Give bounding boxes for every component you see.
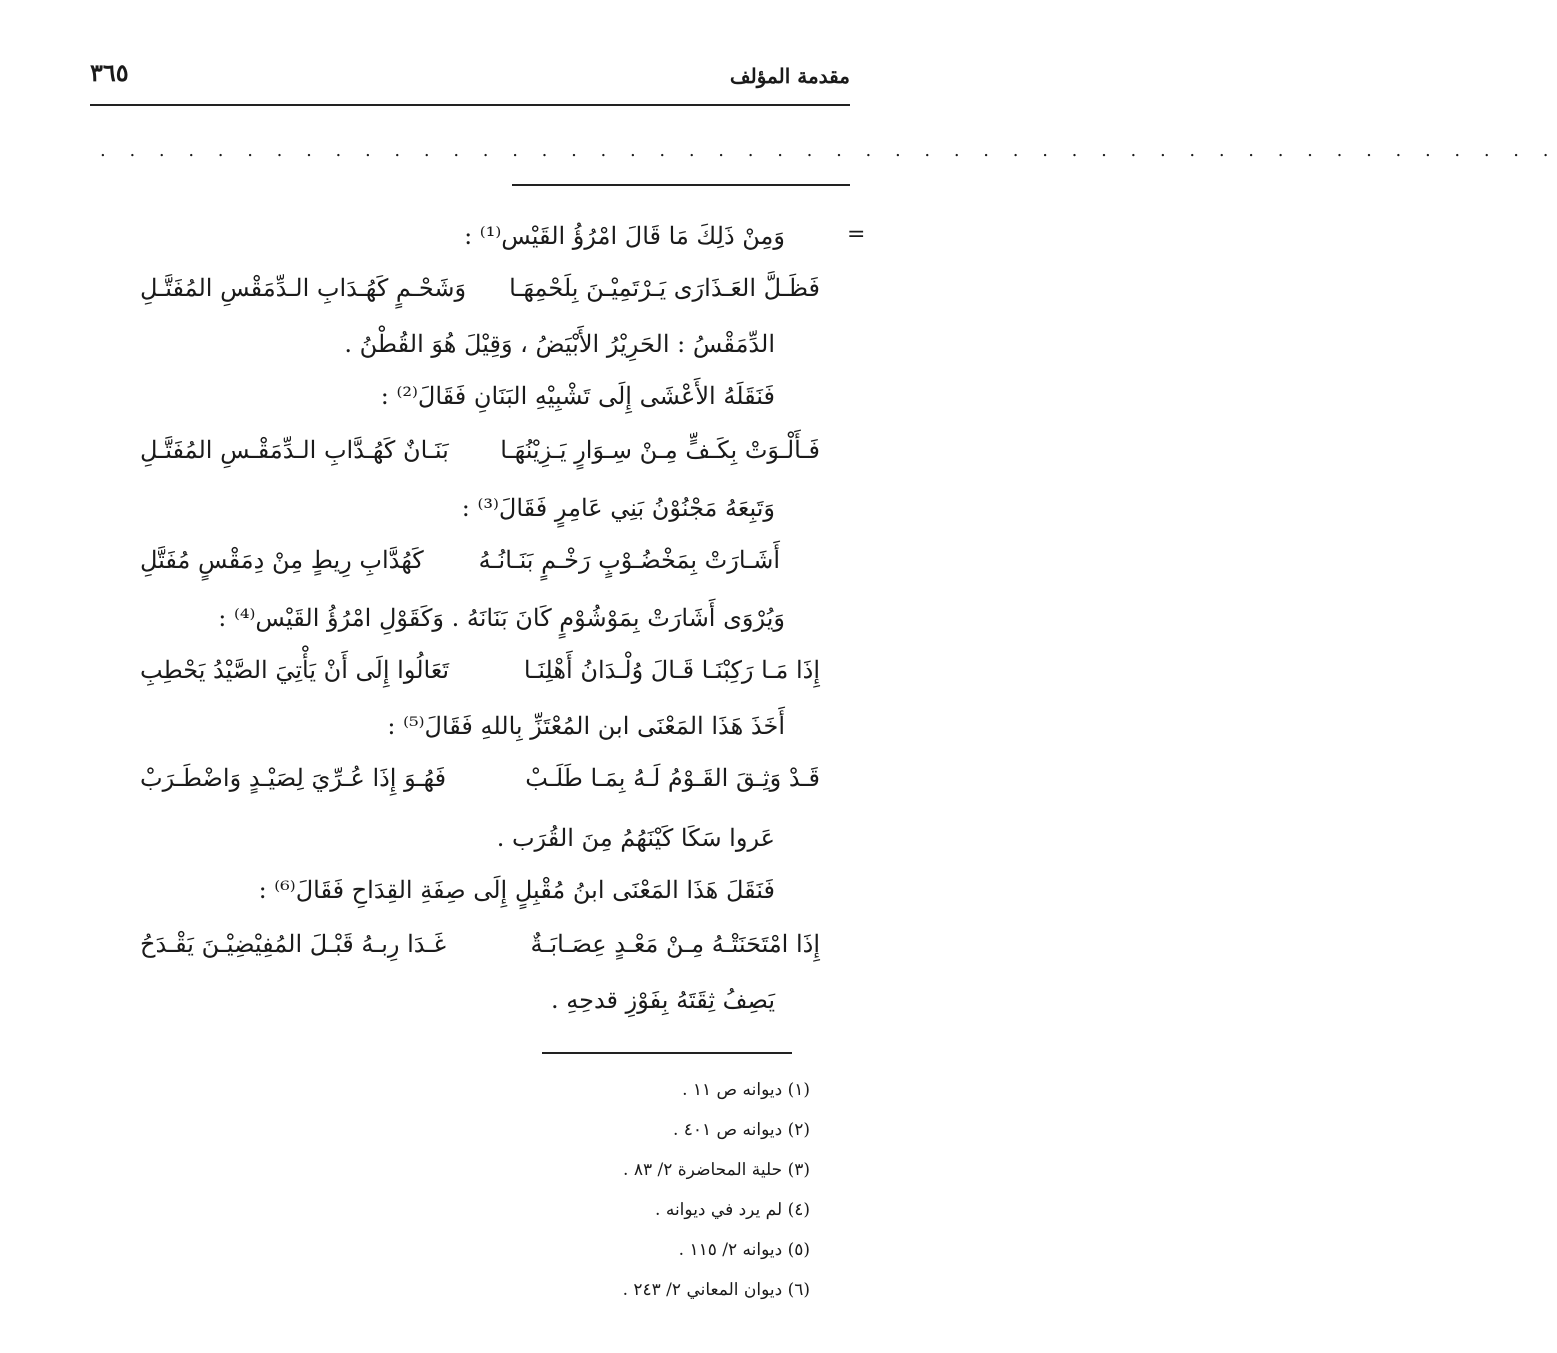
running-title: مقدمة المؤلف <box>729 64 850 88</box>
verse-6-first-hemistich: إِذَا امْتَحَنَتْـهُ مِـنْ مَعْـدٍ عِصَـابَـةٌ <box>530 930 820 958</box>
verse-5 <box>140 758 820 798</box>
verse-6 <box>140 924 820 964</box>
verse-4-second-hemistich: تَعَالُوا إِلَى أَنْ يَأْتِيَ الصَّيْدُ يَحْطِبِ <box>140 656 450 684</box>
continuation-mark: = <box>847 222 866 247</box>
footnote-1: (١) ديوانه ص ١١ . <box>682 1080 810 1100</box>
verse-2-first-hemistich: فَـأَلْـوَتْ بِكَـفٍّ مِـنْ سِـوَارٍ يَـزِيْنُهَـا <box>500 436 820 464</box>
verse-1-first-hemistich: فَظَـلَّ العَـذَارَى يَـرْتَمِيْـنَ بِلَحْمِهَـا <box>509 274 820 302</box>
verse-1 <box>140 268 820 308</box>
page-number: ٣٦٥ <box>90 58 129 87</box>
verse-2-second-hemistich: بَنَـانٌ كَهُـدَّابِ الـدِّمَقْـسِ المُفَتَّـلِ <box>140 436 449 464</box>
text-line-3: فَنَقَلَهُ الأَعْشَى إِلَى تَشْبِيْهِ البَنَانِ فَقَالَ⁽²⁾ : <box>380 382 775 410</box>
verse-3 <box>140 540 820 580</box>
verse-5-first-hemistich: قَـدْ وَثِـقَ القَـوْمُ لَـهُ بِمَـا طَلَـبْ <box>525 764 820 792</box>
verse-4-first-hemistich: إِذَا مَـا رَكِبْنَـا قَـالَ وُلْـدَانُ أَهْلِنَـا <box>523 656 820 684</box>
text-line-7: عَروا سَكَا كَيْنَهُمُ مِنَ القُرَب . <box>496 824 775 852</box>
text-line-2: الدِّمَقْسُ : الحَرِيْرُ الأَبْيَضُ ، وَقِيْلَ هُوَ القُطْنُ . <box>344 330 775 358</box>
verse-6-second-hemistich: غَـدَا رِبـهُ قَبْـلَ المُفِيْضِيْـنَ يَقْـدَحُ <box>140 930 446 958</box>
footnote-3: (٣) حلية المحاضرة ٢/ ٨٣ . <box>623 1160 810 1180</box>
verse-4 <box>140 650 820 690</box>
verse-2 <box>140 430 820 470</box>
text-line-6: أَخَذَ هَذَا المَعْنَى ابن المُعْتَزِّ بِاللهِ فَقَالَ⁽⁵⁾ : <box>387 712 785 740</box>
page-header <box>90 58 850 98</box>
text-line-8: فَنَقَلَ هَذَا المَعْنَى ابنُ مُقْبِلٍ إِلَى صِفَةِ القِدَاحِ فَقَالَ⁽⁶⁾ : <box>258 876 775 904</box>
separator-dots: . . . . . . . . . . . . . . . . . . . . . . . . . . . . . . . . . . . . . . . . . . . . . . . . . . <box>100 140 1557 161</box>
section-rule <box>512 184 850 186</box>
text-line-9: يَصِفُ ثِقَتَهُ بِفَوْزِ قدحِهِ . <box>551 986 775 1014</box>
verse-3-second-hemistich: كَهُدَّابِ رِيطٍ مِنْ دِمَقْسٍ مُفَتَّلِ <box>140 546 424 574</box>
footnote-rule <box>542 1052 792 1054</box>
verse-1-second-hemistich: وَشَحْـمٍ كَهُـدَابِ الـدِّمَقْسِ المُفَتَّـلِ <box>140 274 467 302</box>
header-rule <box>90 104 850 106</box>
footnote-5: (٥) ديوانه ٢/ ١١٥ . <box>678 1240 810 1260</box>
footnote-4: (٤) لم يرد في ديوانه . <box>655 1200 810 1220</box>
text-line-5: وَيُرْوَى أَشَارَتْ بِمَوْشُوْمٍ كَانَ بَنَانَهُ . وَكَقَوْلِ امْرُؤُ القَيْس⁽⁴⁾ : <box>218 604 785 632</box>
footnote-6: (٦) ديوان المعاني ٢/ ٢٤٣ . <box>622 1280 810 1300</box>
text-line-1: وَمِنْ ذَلِكَ مَا قَالَ امْرُؤُ القَيْس⁽¹⁾ : <box>464 222 785 250</box>
verse-5-second-hemistich: فَهُـوَ إِذَا عُـرِّيَ لِصَيْـدٍ وَاضْطَـرَبْ <box>140 764 447 792</box>
text-line-4: وَتَبِعَهُ مَجْنُوْنُ بَنِي عَامِرٍ فَقَالَ⁽³⁾ : <box>461 494 775 522</box>
footnote-2: (٢) ديوانه ص ٤٠١ . <box>672 1120 810 1140</box>
verse-3-first-hemistich: أَشَـارَتْ بِمَخْضُـوْبٍ رَخْـمٍ بَنَـانُـهُ <box>478 546 780 574</box>
